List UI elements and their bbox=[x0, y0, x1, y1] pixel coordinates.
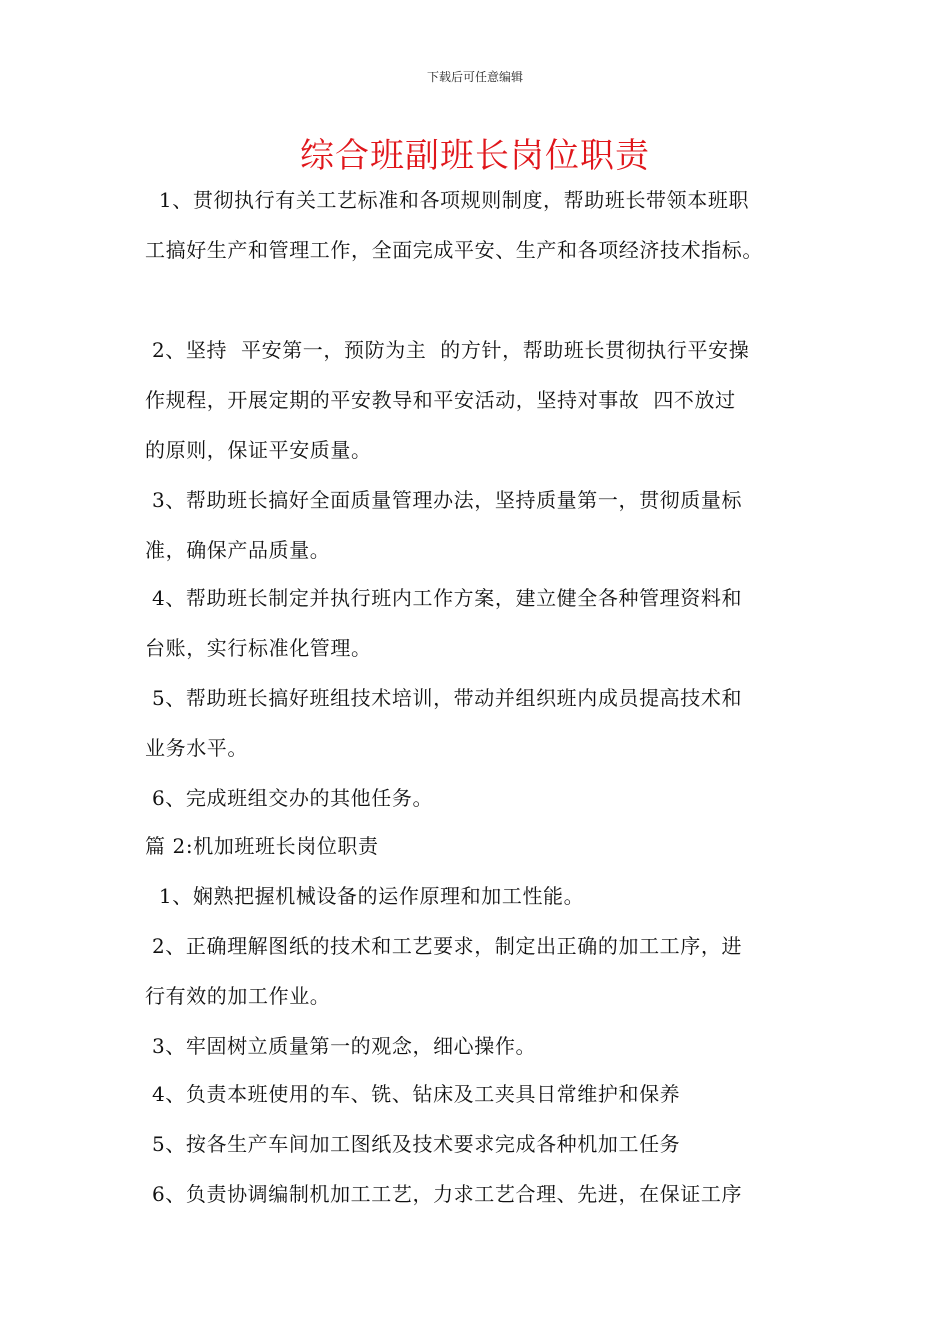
paragraph-line: 2、坚持 平安第一，预防为主 的方针，帮助班长贯彻执行平安操 bbox=[145, 338, 750, 362]
paragraph-line: 作规程，开展定期的平安教导和平安活动，坚持对事故 四不放过 bbox=[145, 388, 736, 412]
paragraph-line: 3、帮助班长搞好全面质量管理办法，坚持质量第一，贯彻质量标 bbox=[145, 488, 743, 512]
paragraph-line: 工搞好生产和管理工作，全面完成平安、生产和各项经济技术指标。 bbox=[145, 238, 763, 262]
paragraph-line: 6、负责协调编制机加工工艺，力求工艺合理、先进，在保证工序 bbox=[145, 1182, 743, 1206]
paragraph-line: 的原则，保证平安质量。 bbox=[145, 438, 372, 462]
paragraph-line: 2、正确理解图纸的技术和工艺要求，制定出正确的加工工序，进 bbox=[145, 934, 743, 958]
paragraph-line: 行有效的加工作业。 bbox=[145, 984, 331, 1008]
paragraph-line: 台账，实行标准化管理。 bbox=[145, 636, 372, 660]
paragraph-line: 6、完成班组交办的其他任务。 bbox=[145, 786, 434, 810]
section-heading: 篇 2:机加班班长岗位职责 bbox=[145, 834, 379, 858]
header-note: 下载后可任意编辑 bbox=[426, 70, 523, 84]
paragraph-line: 4、负责本班使用的车、铣、钻床及工夹具日常维护和保养 bbox=[145, 1082, 681, 1106]
paragraph-line: 业务水平。 bbox=[145, 736, 248, 760]
paragraph-line: 4、帮助班长制定并执行班内工作方案，建立健全各种管理资料和 bbox=[145, 586, 743, 610]
paragraph-line: 1、贯彻执行有关工艺标准和各项规则制度，帮助班长带领本班职 bbox=[145, 188, 750, 212]
paragraph-line: 3、牢固树立质量第一的观念，细心操作。 bbox=[145, 1034, 537, 1058]
paragraph-line: 1、娴熟把握机械设备的运作原理和加工性能。 bbox=[145, 884, 585, 908]
page-title: 综合班副班长岗位职责 bbox=[300, 136, 650, 176]
paragraph-line: 5、帮助班长搞好班组技术培训，带动并组织班内成员提高技术和 bbox=[145, 686, 743, 710]
paragraph-line: 准，确保产品质量。 bbox=[145, 538, 331, 562]
paragraph-line: 5、按各生产车间加工图纸及技术要求完成各种机加工任务 bbox=[145, 1132, 681, 1156]
